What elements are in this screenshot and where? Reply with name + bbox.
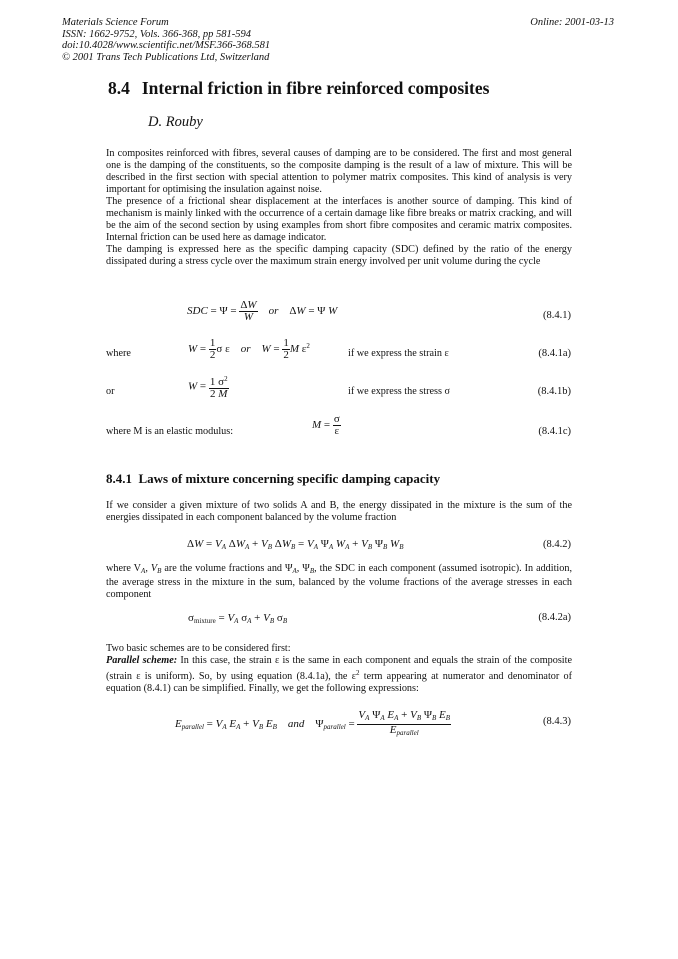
journal-header: [62, 17, 270, 63]
mixture-paragraph-2: where $V_A$, $V_B$ are the volume fractions and $\Psi_A$, $\Psi_B$, the SDC in each component (assumed isotropic). In addition, the average stress in the mixture in the sum, balanced by the volume fractions of the average stresses in each component: [106, 563, 573, 600]
equation-8-4-1: SDC = Ψ = $\frac{\Delta W}{W}$ or ΔW = Ψ W: [187, 299, 338, 323]
online-date: Online: 2001-03-13: [530, 17, 614, 28]
equation-8-4-1c: M = $\frac{\sigma}{\varepsilon}$: [312, 413, 340, 437]
equation-8-4-2: $\Delta W = V_A$ $\Delta W_A + V_B$ $\Delta W_B = V_A$ $\Psi_A$ $W_A + V_B$ $\Psi_B$ $W_B$: [187, 538, 404, 551]
strain-note: if we express the strain ε: [348, 348, 449, 359]
equation-number: (8.4.1): [543, 310, 571, 321]
section-title: Laws of mixture concerning specific damping capacity: [138, 471, 441, 486]
mixture-paragraph-1: If we consider a given mixture of two solids A and B, the energy dissipated in the mixture is the sum of the energies dissipated in each component balanced by the volume fraction: [106, 500, 572, 523]
equation-number: (8.4.1a): [538, 348, 571, 359]
intro-paragraph-3: The damping is expressed here as the specific damping capacity (SDC) defined by the ratio of the energy dissipated during a stress cycle over the maximum strain energy involved per unit volume during the cycle: [106, 244, 572, 267]
intro-paragraph-1: In composites reinforced with fibres, several causes of damping are to be considered. The first and most general one is the damping of the constituents, so the composite damping is the result of a law of mixture. This will be described in the first section with special attention to polymer matrix composites. This kind of analysis is very important for optimising the insulation against noise.: [106, 148, 572, 195]
paper-title: [108, 78, 489, 99]
equation-number: (8.4.2): [543, 539, 571, 550]
equation-8-4-1a: W = $\frac{1}{2}$ σ ε or W = $\frac{1}{2}$ M $\varepsilon^2$: [188, 337, 310, 361]
or-word: or: [268, 305, 279, 318]
copyright-line: © 2001 Trans Tech Publications Ltd, Switzerland: [62, 51, 270, 63]
mixture-text: [106, 643, 572, 695]
intro-text: [106, 148, 572, 268]
equation-number: (8.4.3): [543, 716, 571, 727]
equation-number: (8.4.2a): [538, 612, 571, 623]
equation-8-4-1b: W = $\frac{1 \sigma^2}{2 M}$: [188, 375, 228, 400]
stress-note: if we express the stress σ: [348, 386, 450, 397]
mixture-paragraph-4: Parallel scheme: In this case, the strain ε is the same in each component and equals the strain of the composite (strain ε is uniform). So, by using equation (8.4.1a), the $\varepsilon^2$ term appearing at numerator and denominator of equation (8.4.1) can be simplified. Finally, we get the following expressions:: [106, 655, 573, 694]
intro-paragraph-2: The presence of a frictional shear displacement at the interfaces is another source of damping. This kind of mechanism is mainly linked with the occurrence of a certain damage like fibre breaks or matrix cracking, and will be the aim of the second section by using examples from short fibre composites and ceramic matrix composites. Internal friction can be used here as damage indicator.: [106, 196, 572, 243]
issn-line: ISSN: 1662-9752, Vols. 366-368, pp 581-594: [62, 28, 251, 40]
section-number: 8.4: [108, 78, 130, 98]
title-text: Internal friction in fibre reinforced composites: [141, 78, 490, 98]
author-name: D. Rouby: [148, 114, 203, 130]
equation-number: (8.4.1b): [537, 386, 571, 397]
journal-name: Materials Science Forum: [62, 17, 169, 28]
equation-8-4-2a: $\sigma_{mixture} = V_A$ $\sigma_A + V_B$ $\sigma_B$: [188, 612, 288, 625]
equation-number: (8.4.1c): [538, 426, 571, 437]
parallel-scheme-label: Parallel scheme:: [106, 655, 178, 666]
equation-8-4-3: $E_{parallel} = V_A$ $E_A + V_B$ $E_B$ and $\Psi_{parallel}$ = $\frac{V_A \Psi_A E_A + V_B \Psi_B E_B}{E_{parallel}}$: [175, 709, 451, 737]
modulus-note: where M is an elastic modulus:: [106, 426, 234, 437]
mixture-paragraph-3: Two basic schemes are to be considered first:: [106, 643, 291, 654]
or-label: or: [106, 386, 115, 397]
doi-line: doi:10.4028/www.scientific.net/MSF.366-368.581: [62, 40, 271, 51]
section-number: 8.4.1: [106, 471, 132, 486]
section-heading: [106, 471, 440, 487]
where-label: where: [106, 348, 131, 359]
